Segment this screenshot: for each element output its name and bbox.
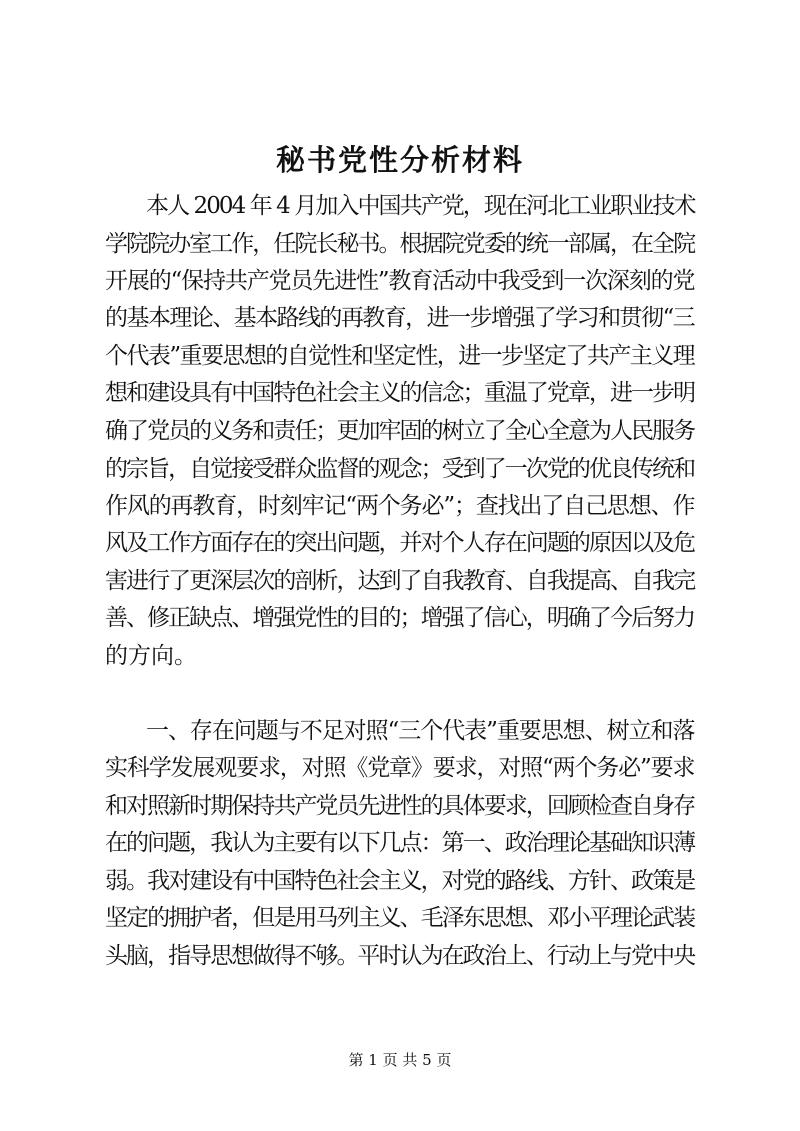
text-line: 的基本理论、基本路线的再教育，进一步增强了学习和贯彻“三 [105,305,695,331]
text-line: 一、存在问题与不足对照“三个代表”重要思想、树立和落 [146,718,695,744]
text-line: 弱。我对建设有中国特色社会主义，对党的路线、方针、政策是 [105,868,695,894]
text-line: 害进行了更深层次的剖析，达到了自我教育、自我提高、自我完 [105,568,695,594]
text-line: 学院院办室工作，任院长秘书。根据院党委的统一部属，在全院 [105,231,695,257]
text-line: 在的问题，我认为主要有以下几点：第一、政治理论基础知识薄 [105,830,695,856]
text-line: 个代表”重要思想的自觉性和坚定性，进一步坚定了共产主义理 [105,343,695,369]
text-line: 头脑，指导思想做得不够。平时认为在政治上、行动上与党中央 [105,943,695,969]
text-line: 本人 2004 年 4 月加入中国共产党，现在河北工业职业技术 [146,193,695,219]
text-line: 作风的再教育，时刻牢记“两个务必”；查找出了自己思想、作 [105,493,695,519]
text-line: 确了党员的义务和责任；更加牢固的树立了全心全意为人民服务 [105,418,695,444]
text-line: 的方向。 [105,643,197,669]
document-title: 秘书党性分析材料 [275,143,524,177]
page-footer: 第 1 页 共 5 页 [348,1051,452,1069]
text-line: 想和建设具有中国特色社会主义的信念；重温了党章，进一步明 [105,380,695,406]
text-line: 的宗旨，自觉接受群众监督的观念；受到了一次党的优良传统和 [105,456,695,482]
text-line: 实科学发展观要求，对照《党章》要求，对照“两个务必”要求 [105,755,695,781]
text-line: 风及工作方面存在的突出问题，并对个人存在问题的原因以及危 [105,530,695,556]
text-line: 善、修正缺点、增强党性的目的；增强了信心，明确了今后努力 [105,605,695,631]
text-line: 坚定的拥护者，但是用马列主义、毛泽东思想、邓小平理论武装 [105,905,695,931]
text-line: 开展的“保持共产党员先进性”教育活动中我受到一次深刻的党 [105,268,695,294]
text-line: 和对照新时期保持共产党员先进性的具体要求，回顾检查自身存 [105,793,695,819]
